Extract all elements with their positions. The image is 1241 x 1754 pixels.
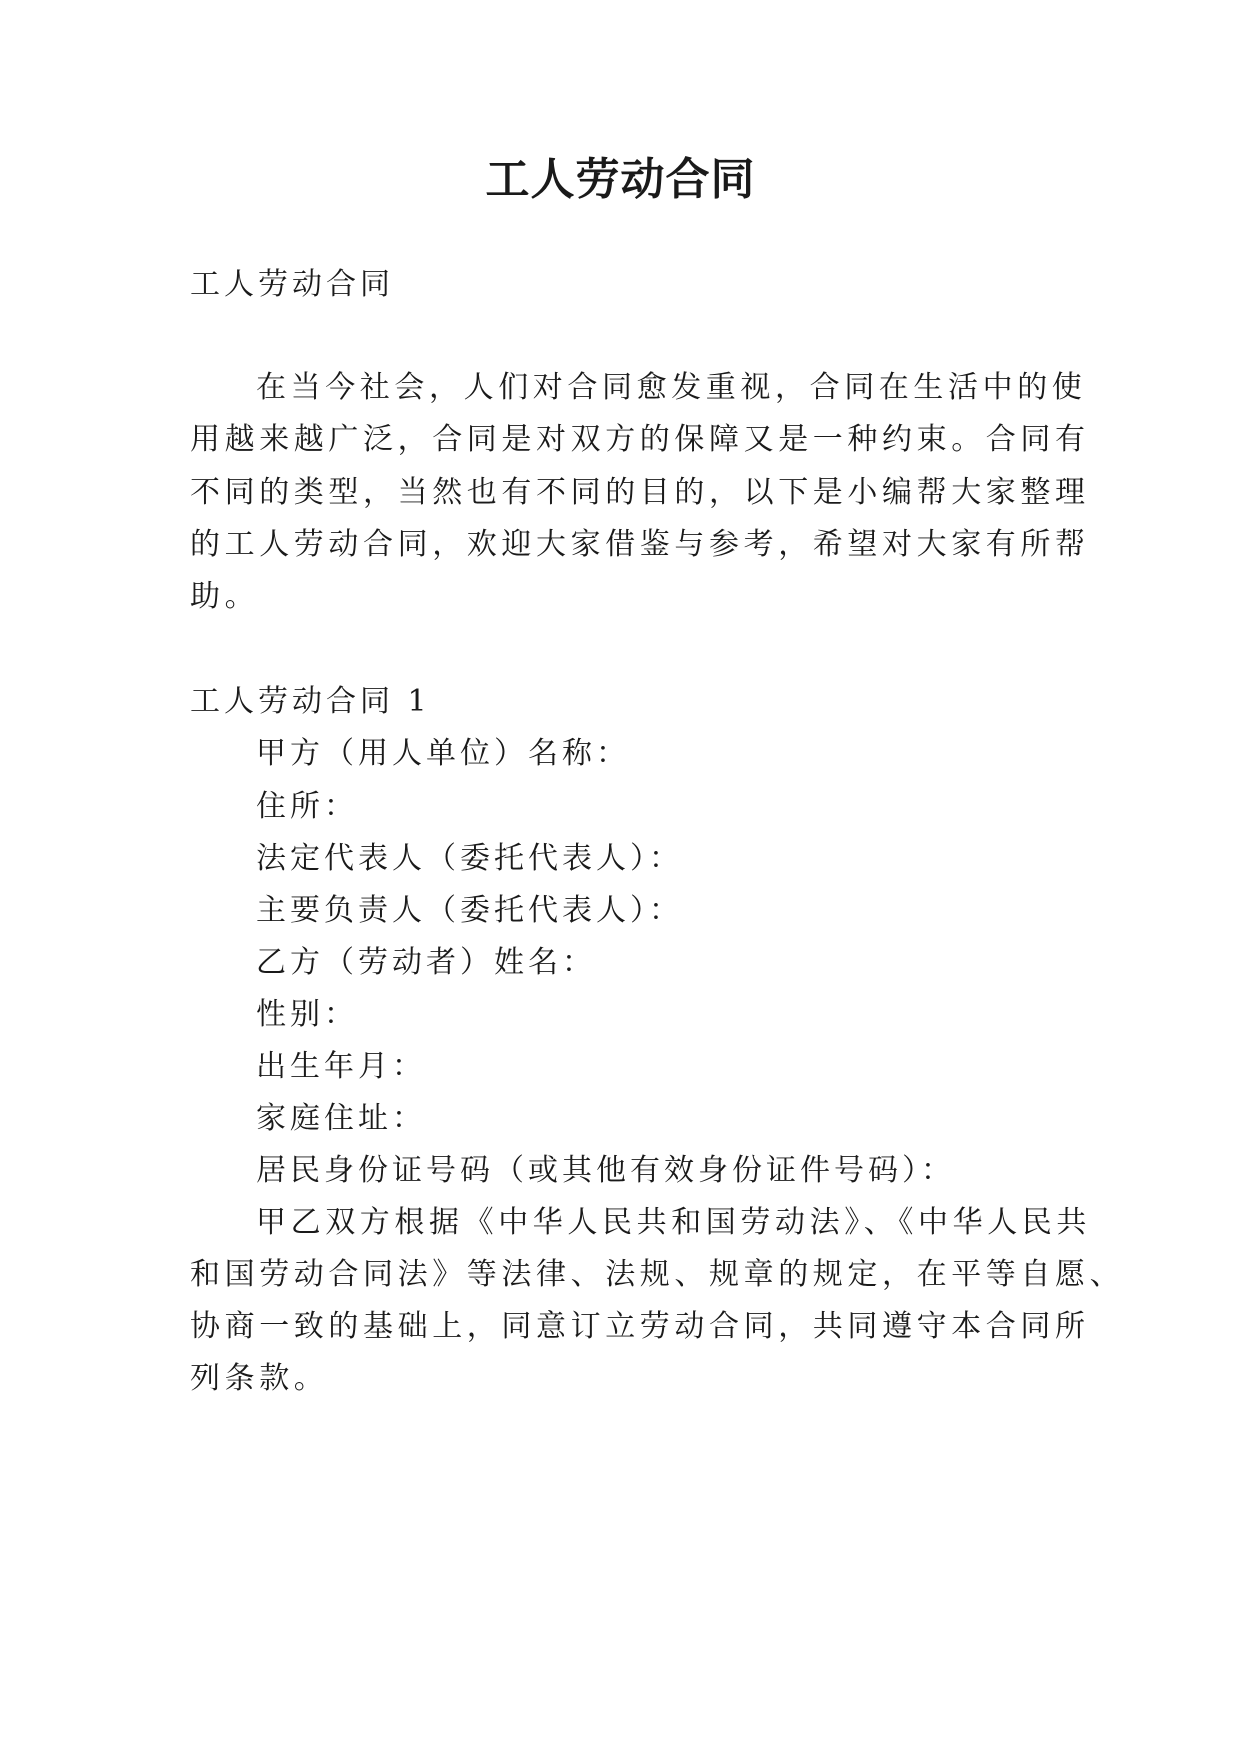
field-label: 法定代表人（委托代表人）： [256, 841, 683, 876]
field-label: 甲方（用人单位）名称： [256, 736, 630, 771]
field-label: 出生年月： [256, 1049, 426, 1084]
closing-line: 协商一致的基础上，同意订立劳动合同，共同遵守本合同所 [190, 1309, 1090, 1344]
field-label: 住所： [256, 789, 358, 824]
closing-line: 和国劳动合同法》等法律、法规、规章的规定，在平等自愿、 [190, 1257, 1125, 1292]
intro-line: 助。 [190, 579, 260, 614]
closing-line: 甲乙双方根据《中华人民共和国劳动法》、《中华人民共 [256, 1205, 1091, 1240]
section-heading: 工人劳动合同 1 [190, 684, 431, 719]
intro-line: 的工人劳动合同，欢迎大家借鉴与参考，希望对大家有所帮 [190, 527, 1090, 562]
intro-line: 在当今社会，人们对合同愈发重视，合同在生活中的使 [256, 370, 1087, 405]
document-title: 工人劳动合同 [485, 154, 756, 205]
field-label: 居民身份证号码（或其他有效身份证件号码）： [256, 1153, 955, 1188]
field-label: 主要负责人（委托代表人）： [256, 893, 683, 928]
field-label: 乙方（劳动者）姓名： [256, 945, 596, 980]
closing-line: 列条款。 [190, 1361, 329, 1396]
intro-line: 不同的类型，当然也有不同的目的，以下是小编帮大家整理 [190, 475, 1090, 510]
field-label: 性别： [256, 997, 358, 1032]
subtitle: 工人劳动合同 [190, 267, 394, 302]
field-label: 家庭住址： [256, 1101, 426, 1136]
intro-line: 用越来越广泛，合同是对双方的保障又是一种约束。合同有 [190, 422, 1090, 457]
